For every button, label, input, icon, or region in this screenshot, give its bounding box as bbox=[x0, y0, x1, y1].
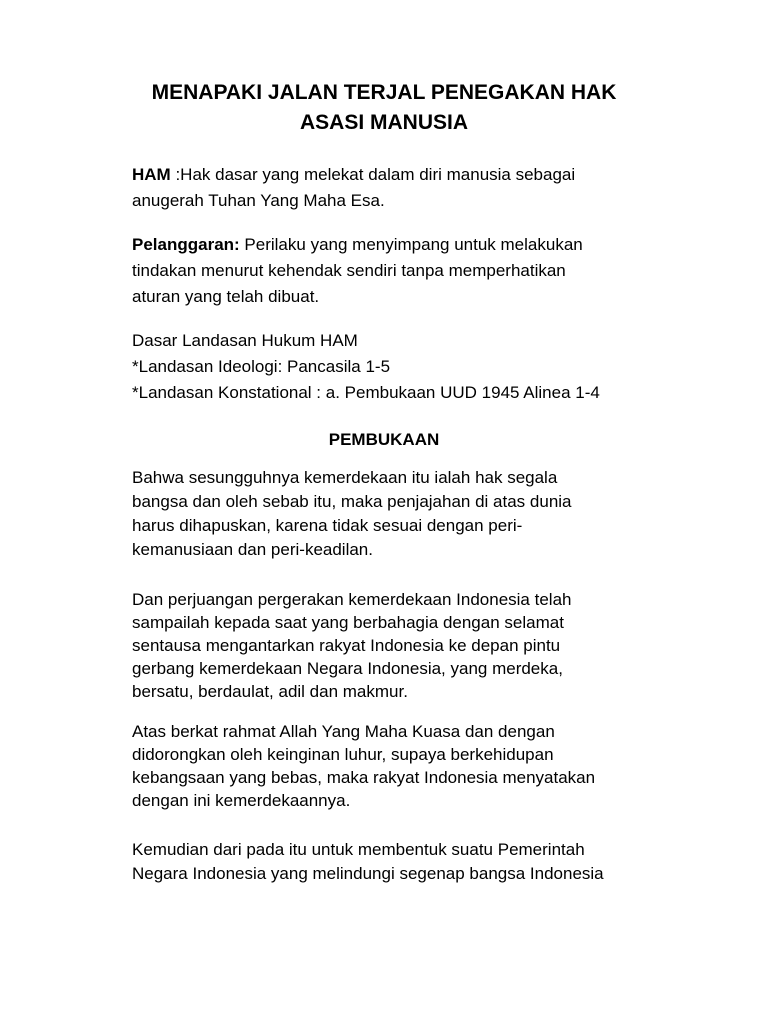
paragraph-4-line: Negara Indonesia yang melindungi segenap bangsa Indonesia bbox=[132, 864, 604, 883]
paragraph-2-line: gerbang kemerdekaan Negara Indonesia, yang merdeka, bbox=[132, 659, 563, 678]
dasar-line-2: *Landasan Ideologi: Pancasila 1-5 bbox=[132, 357, 391, 376]
paragraph-2-line: Dan perjuangan pergerakan kemerdekaan Indonesia telah bbox=[132, 590, 572, 609]
paragraph-3-line: Atas berkat rahmat Allah Yang Maha Kuasa dan dengan bbox=[132, 722, 555, 741]
dasar-line-3: *Landasan Konstational : a. Pembukaan UUD 1945 Alinea 1-4 bbox=[132, 383, 600, 402]
pelanggaran-text-2: tindakan menurut kehendak sendiri tanpa memperhatikan bbox=[132, 261, 566, 280]
paragraph-3-line: kebangsaan yang bebas, maka rakyat Indonesia menyatakan bbox=[132, 768, 596, 787]
ham-text-1: :Hak dasar yang melekat dalam diri manusia sebagai bbox=[170, 165, 576, 184]
page-title bbox=[0, 78, 768, 138]
pelanggaran-definition bbox=[132, 232, 652, 310]
paragraph-3-line: dengan ini kemerdekaannya. bbox=[132, 791, 351, 810]
title-line-2: ASASI MANUSIA bbox=[299, 111, 468, 134]
paragraph-4-line: Kemudian dari pada itu untuk membentuk suatu Pemerintah bbox=[132, 840, 585, 859]
paragraph-1-line: bangsa dan oleh sebab itu, maka penjajahan di atas dunia bbox=[132, 492, 572, 511]
ham-definition bbox=[132, 162, 652, 214]
paragraph-1-line: harus dihapuskan, karena tidak sesuai dengan peri- bbox=[132, 516, 523, 535]
paragraph-2 bbox=[132, 588, 652, 703]
paragraph-2-line: sampailah kepada saat yang berbahagia dengan selamat bbox=[132, 613, 564, 632]
dasar-line-1: Dasar Landasan Hukum HAM bbox=[132, 331, 358, 350]
ham-text-2: anugerah Tuhan Yang Maha Esa. bbox=[132, 191, 385, 210]
pelanggaran-text-1: Perilaku yang menyimpang untuk melakukan bbox=[239, 235, 583, 254]
paragraph-1-line: Bahwa sesungguhnya kemerdekaan itu ialah hak segala bbox=[132, 468, 558, 487]
paragraph-1 bbox=[132, 466, 652, 562]
paragraph-3-line: didorongkan oleh keinginan luhur, supaya berkehidupan bbox=[132, 745, 554, 764]
paragraph-3 bbox=[132, 720, 652, 812]
paragraph-2-line: bersatu, berdaulat, adil dan makmur. bbox=[132, 682, 408, 701]
paragraph-4 bbox=[132, 838, 652, 886]
pelanggaran-line-1 bbox=[132, 232, 652, 258]
title-line-1: MENAPAKI JALAN TERJAL PENEGAKAN HAK bbox=[151, 81, 617, 104]
dasar-landasan bbox=[132, 328, 652, 406]
pembukaan-heading: PEMBUKAAN bbox=[328, 430, 440, 449]
paragraph-1-line: kemanusiaan dan peri-keadilan. bbox=[132, 540, 373, 559]
pelanggaran-text-3: aturan yang telah dibuat. bbox=[132, 287, 320, 306]
ham-term: HAM bbox=[132, 165, 171, 184]
paragraph-2-line: sentausa mengantarkan rakyat Indonesia ke depan pintu bbox=[132, 636, 561, 655]
pelanggaran-term: Pelanggaran: bbox=[132, 235, 240, 254]
ham-line-1 bbox=[132, 162, 652, 188]
